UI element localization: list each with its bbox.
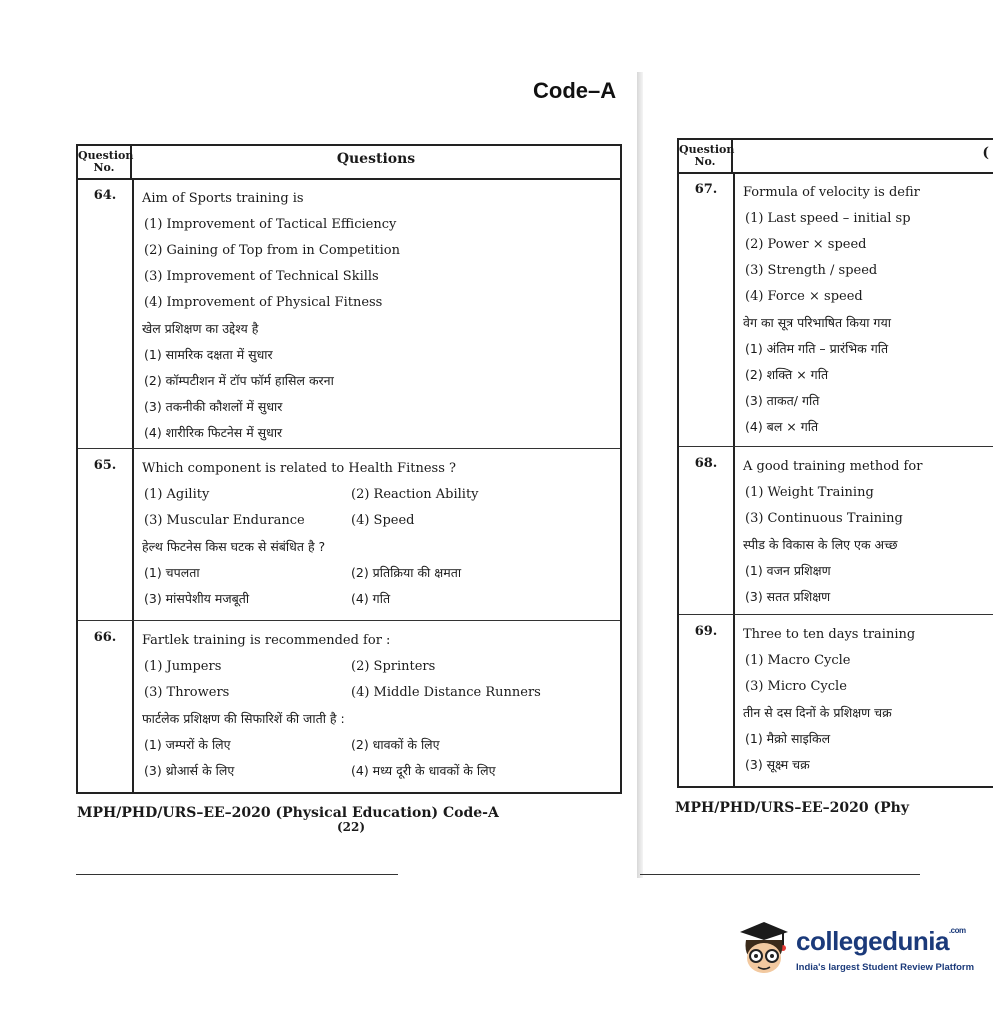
question-68 — [679, 446, 993, 615]
page-number: (22) — [337, 820, 366, 834]
table-header — [679, 140, 993, 174]
option-hindi: (1) वजन प्रशिक्षण — [745, 563, 831, 578]
question-text: Three to ten days training — [743, 627, 916, 642]
option-hindi: (2) धावकों के लिए — [351, 737, 440, 752]
question-66 — [78, 620, 620, 792]
question-no-header: Question No. — [78, 146, 132, 178]
question-text-hindi: तीन से दस दिनों के प्रशिक्षण चक्र — [743, 705, 892, 720]
brand-logo[interactable] — [736, 918, 976, 988]
option: (1) Weight Training — [745, 485, 874, 500]
bottom-rule — [76, 874, 398, 875]
option-hindi: (4) मध्य दूरी के धावकों के लिए — [351, 763, 496, 778]
option-hindi: (1) चपलता — [144, 565, 200, 580]
option: (4) Middle Distance Runners — [351, 685, 541, 700]
question-number: 64. — [93, 188, 117, 203]
option-hindi: (2) कॉम्पटीशन में टॉप फॉर्म हासिल करना — [144, 373, 334, 388]
option: (3) Improvement of Technical Skills — [144, 269, 379, 284]
option-hindi: (1) जम्परों के लिए — [144, 737, 231, 752]
question-text: Formula of velocity is defir — [743, 185, 920, 200]
option-hindi: (3) सतत प्रशिक्षण — [745, 589, 831, 604]
option: (1) Macro Cycle — [745, 653, 851, 668]
question-67 — [679, 172, 993, 447]
option: (2) Gaining of Top from in Competition — [144, 243, 400, 258]
option: (4) Force × speed — [745, 289, 863, 304]
brand-suffix: .com — [948, 926, 966, 935]
questions-header: ( — [982, 145, 989, 161]
option-hindi: (1) मैक्रो साइकिल — [745, 731, 831, 746]
question-number: 66. — [93, 630, 117, 645]
option-hindi: (4) शारीरिक फिटनेस में सुधार — [144, 425, 283, 440]
option-hindi: (2) शक्ति × गति — [745, 367, 829, 382]
question-text: A good training method for — [743, 459, 923, 474]
option: (1) Agility — [144, 487, 210, 502]
mascot-icon — [736, 918, 792, 978]
question-text-hindi: खेल प्रशिक्षण का उद्देश्य है — [142, 321, 259, 336]
question-64 — [78, 178, 620, 449]
question-text: Fartlek training is recommended for : — [142, 633, 391, 648]
option-hindi: (4) बल × गति — [745, 419, 819, 434]
question-text: Which component is related to Health Fitness ? — [142, 461, 456, 476]
page-footer: MPH/PHD/URS–EE–2020 (Physical Education) Code-A — [77, 805, 499, 821]
option: (3) Strength / speed — [745, 263, 878, 278]
question-text-hindi: स्पीड के विकास के लिए एक अच्छ — [743, 537, 898, 552]
option-hindi: (1) अंतिम गति – प्रारंभिक गति — [745, 341, 889, 356]
option: (3) Throwers — [144, 685, 230, 700]
option: (3) Continuous Training — [745, 511, 903, 526]
question-text-hindi: वेग का सूत्र परिभाषित किया गया — [743, 315, 891, 330]
option: (1) Last speed – initial sp — [745, 211, 911, 226]
option: (1) Jumpers — [144, 659, 222, 674]
question-65 — [78, 448, 620, 621]
option-hindi: (3) मांसपेशीय मजबूती — [144, 591, 250, 606]
option-hindi: (3) सूक्ष्म चक्र — [745, 757, 810, 772]
option-hindi: (1) सामरिक दक्षता में सुधार — [144, 347, 273, 362]
option: (2) Reaction Ability — [351, 487, 479, 502]
question-number: 65. — [93, 458, 117, 473]
question-table-left — [76, 144, 622, 794]
option: (1) Improvement of Tactical Efficiency — [144, 217, 397, 232]
option: (2) Sprinters — [351, 659, 436, 674]
question-number: 67. — [694, 182, 718, 197]
option-hindi: (3) थ्रोआर्स के लिए — [144, 763, 235, 778]
option: (3) Micro Cycle — [745, 679, 847, 694]
question-number: 69. — [694, 624, 718, 639]
option: (3) Muscular Endurance — [144, 513, 305, 528]
question-text-hindi: हेल्थ फिटनेस किस घटक से संबंधित है ? — [142, 539, 326, 554]
option-hindi: (4) गति — [351, 591, 391, 606]
question-no-header: Question No. — [679, 140, 733, 172]
question-number: 68. — [694, 456, 718, 471]
brand-tagline: India's largest Student Review Platform — [796, 962, 975, 973]
question-69 — [679, 614, 993, 786]
question-text-hindi: फार्टलेक प्रशिक्षण की सिफारिशें की जाती है : — [142, 711, 345, 726]
bottom-rule — [640, 874, 920, 875]
option: (2) Power × speed — [745, 237, 867, 252]
option: (4) Improvement of Physical Fitness — [144, 295, 383, 310]
page-footer-right: MPH/PHD/URS–EE–2020 (Phy — [675, 800, 909, 816]
option-hindi: (3) तकनीकी कौशलों में सुधार — [144, 399, 283, 414]
questions-header: Questions — [336, 151, 416, 167]
question-text: Aim of Sports training is — [142, 191, 304, 206]
code-label: Code–A — [533, 78, 617, 103]
option-hindi: (2) प्रतिक्रिया की क्षमता — [351, 565, 462, 580]
option: (4) Speed — [351, 513, 415, 528]
brand-name: collegedunia$^{.com}$ — [796, 926, 966, 956]
table-header — [78, 146, 620, 180]
question-table-right — [677, 138, 993, 788]
option-hindi: (3) ताकत/ गति — [745, 393, 820, 408]
